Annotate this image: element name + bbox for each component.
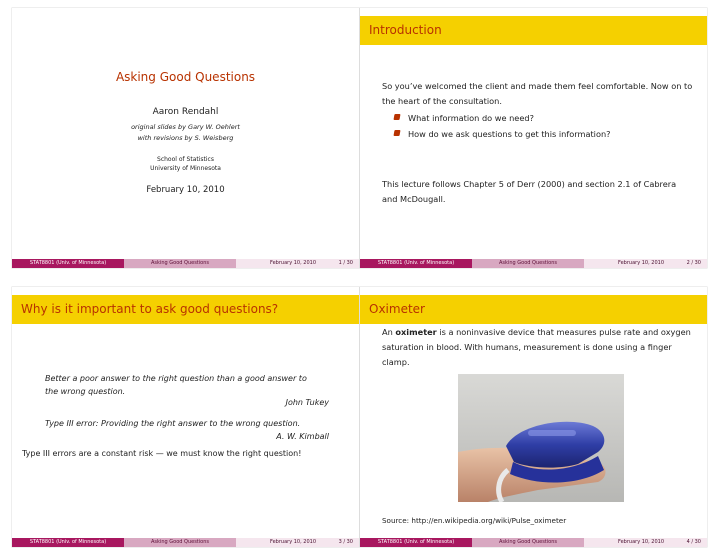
slide-footer	[360, 538, 707, 547]
tukey-quote: Better a poor answer to the right question than a good answer to the wrong question.	[45, 374, 307, 396]
credits	[12, 122, 359, 144]
footer-institution: STAT8801 (Univ. of Minnesota)	[12, 259, 124, 268]
intro-paragraph: So you’ve welcomed the client and made them feel comfortable. Now on to the heart of the consultation.	[382, 81, 693, 106]
slide-oximeter	[360, 287, 707, 547]
footer-date-page	[236, 259, 359, 268]
footer-institution: STAT8801 (Univ. of Minnesota)	[360, 538, 472, 547]
footer-date: February 10, 2010	[270, 539, 317, 545]
institute-line-2: University of Minnesota	[150, 165, 221, 172]
footer-title: Asking Good Questions	[472, 538, 584, 547]
institute	[12, 155, 359, 173]
footer-date: February 10, 2010	[618, 260, 665, 266]
conclusion-line: Type III errors are a constant risk — we must know the right question!	[22, 449, 302, 458]
bullet-text: What information do we need?	[408, 113, 534, 123]
frame-title: Why is it important to ask good questions?	[12, 295, 359, 324]
bullet-text: How do we ask questions to get this information?	[408, 129, 611, 139]
oximeter-image	[458, 374, 624, 502]
presentation-title: Asking Good Questions	[115, 70, 256, 84]
footer-date-page	[584, 259, 707, 268]
institute-line-1: School of Statistics	[157, 156, 214, 163]
bullet-icon	[393, 114, 400, 120]
list-item	[394, 110, 611, 126]
tukey-attribution: John Tukey	[285, 398, 329, 407]
slide-footer	[12, 259, 359, 268]
credit-line-2: with revisions by S. Weisberg	[137, 134, 234, 142]
slide-introduction	[360, 8, 707, 268]
footer-date: February 10, 2010	[618, 539, 665, 545]
footer-title: Asking Good Questions	[124, 259, 236, 268]
frame-title: Oximeter	[360, 295, 707, 324]
slide-footer	[12, 538, 359, 547]
bullet-icon	[393, 130, 400, 136]
oximeter-paragraph	[382, 325, 694, 370]
list-item	[394, 126, 611, 142]
slide-why-ask	[12, 287, 359, 547]
credit-line-1: original slides by Gary W. Oehlert	[131, 123, 240, 131]
text-post: is a noninvasive device that measures pulse rate and oxygen saturation in blood. With humans, measurement is done using a finger clamp.	[382, 327, 691, 367]
footer-title: Asking Good Questions	[124, 538, 236, 547]
author: Aaron Rendahl	[152, 107, 219, 117]
slide-footer	[360, 259, 707, 268]
reference-paragraph: This lecture follows Chapter 5 of Derr (2000) and section 2.1 of Cabrera and McDougall.	[382, 179, 677, 204]
term-oximeter: oximeter	[395, 327, 437, 337]
page-number: 1 / 30	[338, 260, 353, 266]
page-number: 3 / 30	[338, 539, 353, 545]
page-number: 2 / 30	[686, 260, 701, 266]
footer-date: February 10, 2010	[270, 260, 317, 266]
kimball-attribution: A. W. Kimball	[276, 432, 329, 441]
frame-title: Introduction	[360, 16, 707, 45]
footer-title: Asking Good Questions	[472, 259, 584, 268]
text-pre: An	[382, 327, 396, 337]
footer-date-page	[584, 538, 707, 547]
oximeter-photo	[458, 374, 624, 502]
page-number: 4 / 30	[686, 539, 701, 545]
slide-title	[12, 8, 359, 268]
image-source: Source: http://en.wikipedia.org/wiki/Pulse_oximeter	[382, 516, 567, 525]
presentation-date: February 10, 2010	[146, 185, 225, 195]
footer-date-page	[236, 538, 359, 547]
footer-institution: STAT8801 (Univ. of Minnesota)	[12, 538, 124, 547]
footer-institution: STAT8801 (Univ. of Minnesota)	[360, 259, 472, 268]
bullet-list	[394, 110, 611, 142]
kimball-quote: Type III error: Providing the right answer to the wrong question.	[45, 419, 301, 428]
